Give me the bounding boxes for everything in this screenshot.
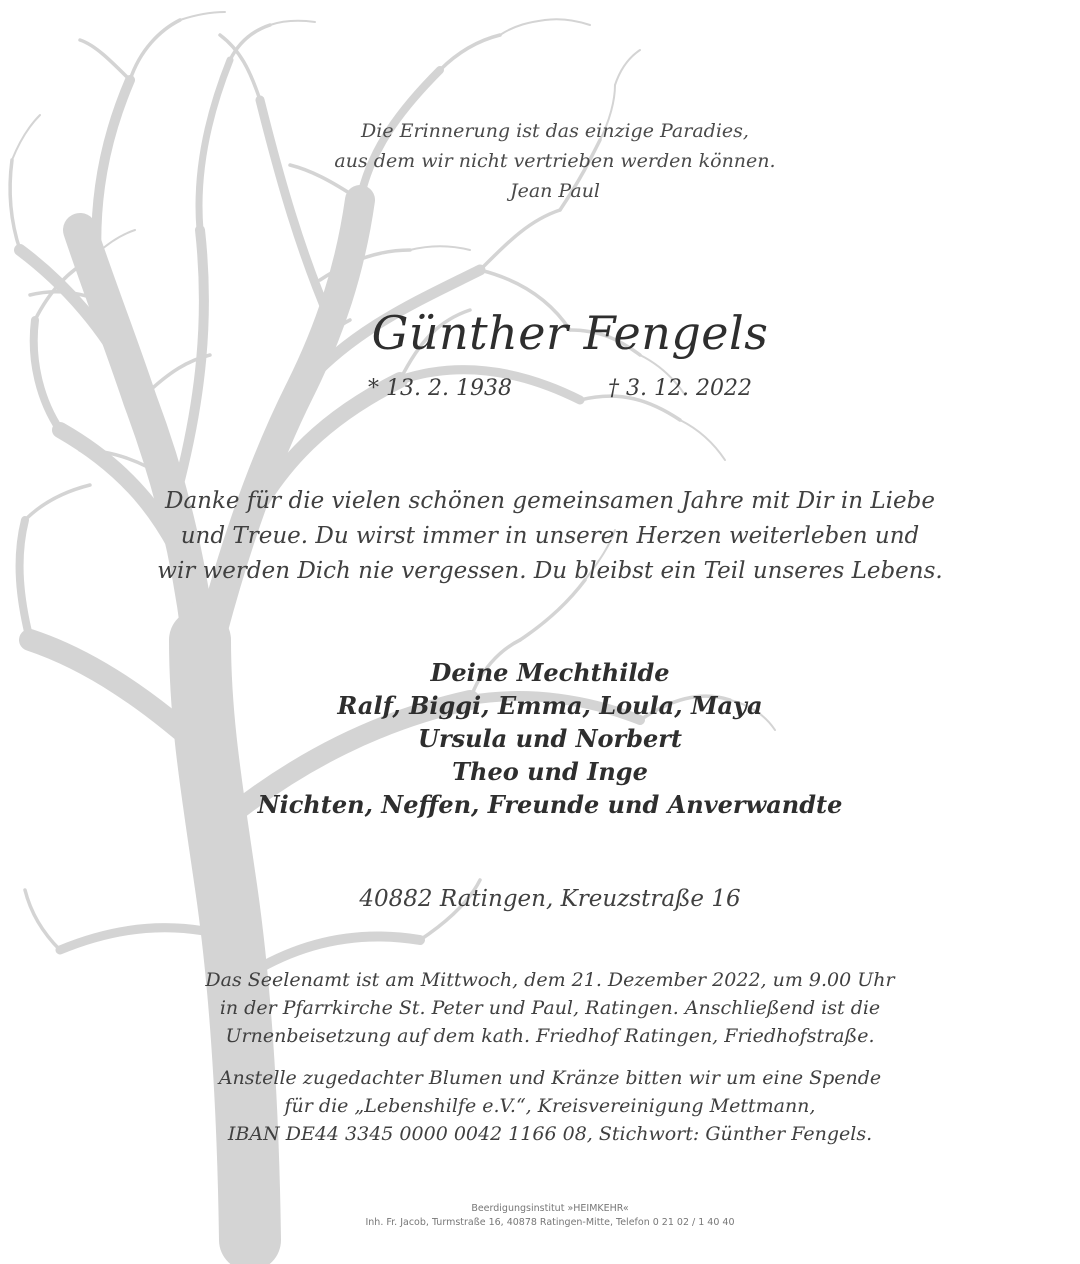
thanks-line-1: Danke für die vielen schönen gemeinsamen Jahre mit Dir in Liebe (165, 488, 935, 514)
family-line: Deine Mechthilde (430, 658, 670, 687)
service-details (10, 966, 1080, 1050)
birth-date: * 13. 2. 1938 (368, 376, 512, 401)
donation-request (10, 1064, 1080, 1148)
donation-line-2: für die „Lebenshilfe e.V.“, Kreisvereinigung Mettmann, (284, 1095, 816, 1117)
quote-author: Jean Paul (509, 180, 601, 202)
donation-line-1: Anstelle zugedachter Blumen und Kränze bitten wir um eine Spende (218, 1067, 882, 1089)
thanks-message (10, 484, 1080, 589)
family-line: Nichten, Neffen, Freunde und Anverwandte (257, 790, 843, 819)
quote-line-2: aus dem wir nicht vertrieben werden können. (334, 150, 776, 172)
quote-line-1: Die Erinnerung ist das einzige Paradies, (361, 120, 749, 142)
service-line-3: Urnenbeisetzung auf dem kath. Friedhof Ratingen, Friedhofstraße. (225, 1025, 875, 1047)
thanks-line-2: und Treue. Du wirst immer in unseren Herzen weiterleben und (180, 523, 920, 549)
funeral-home-contact: Inh. Fr. Jacob, Turmstraße 16, 40878 Ratingen-Mitte, Telefon 0 21 02 / 1 40 40 (365, 1217, 735, 1228)
family-line: Theo und Inge (452, 757, 648, 786)
thanks-line-3: wir werden Dich nie vergessen. Du bleibst ein Teil unseres Lebens. (157, 558, 943, 584)
funeral-home-name: Beerdigungsinstitut »HEIMKEHR« (471, 1203, 629, 1214)
deceased-name: Günther Fengels (371, 306, 769, 360)
death-date: † 3. 12. 2022 (608, 376, 752, 401)
mourning-address: 40882 Ratingen, Kreuzstraße 16 (359, 886, 741, 912)
service-line-1: Das Seelenamt ist am Mittwoch, dem 21. Dezember 2022, um 9.00 Uhr (205, 969, 895, 991)
family-mourners (10, 656, 1080, 821)
family-line: Ursula und Norbert (418, 724, 682, 753)
family-line: Ralf, Biggi, Emma, Loula, Maya (337, 691, 763, 720)
service-line-2: in der Pfarrkirche St. Peter und Paul, Ratingen. Anschließend ist die (219, 997, 881, 1019)
funeral-home-footer (0, 1202, 1080, 1230)
donation-line-3: IBAN DE44 3345 0000 0042 1166 08, Stichwort: Günther Fengels. (227, 1123, 873, 1145)
memorial-quote (0, 116, 1080, 206)
